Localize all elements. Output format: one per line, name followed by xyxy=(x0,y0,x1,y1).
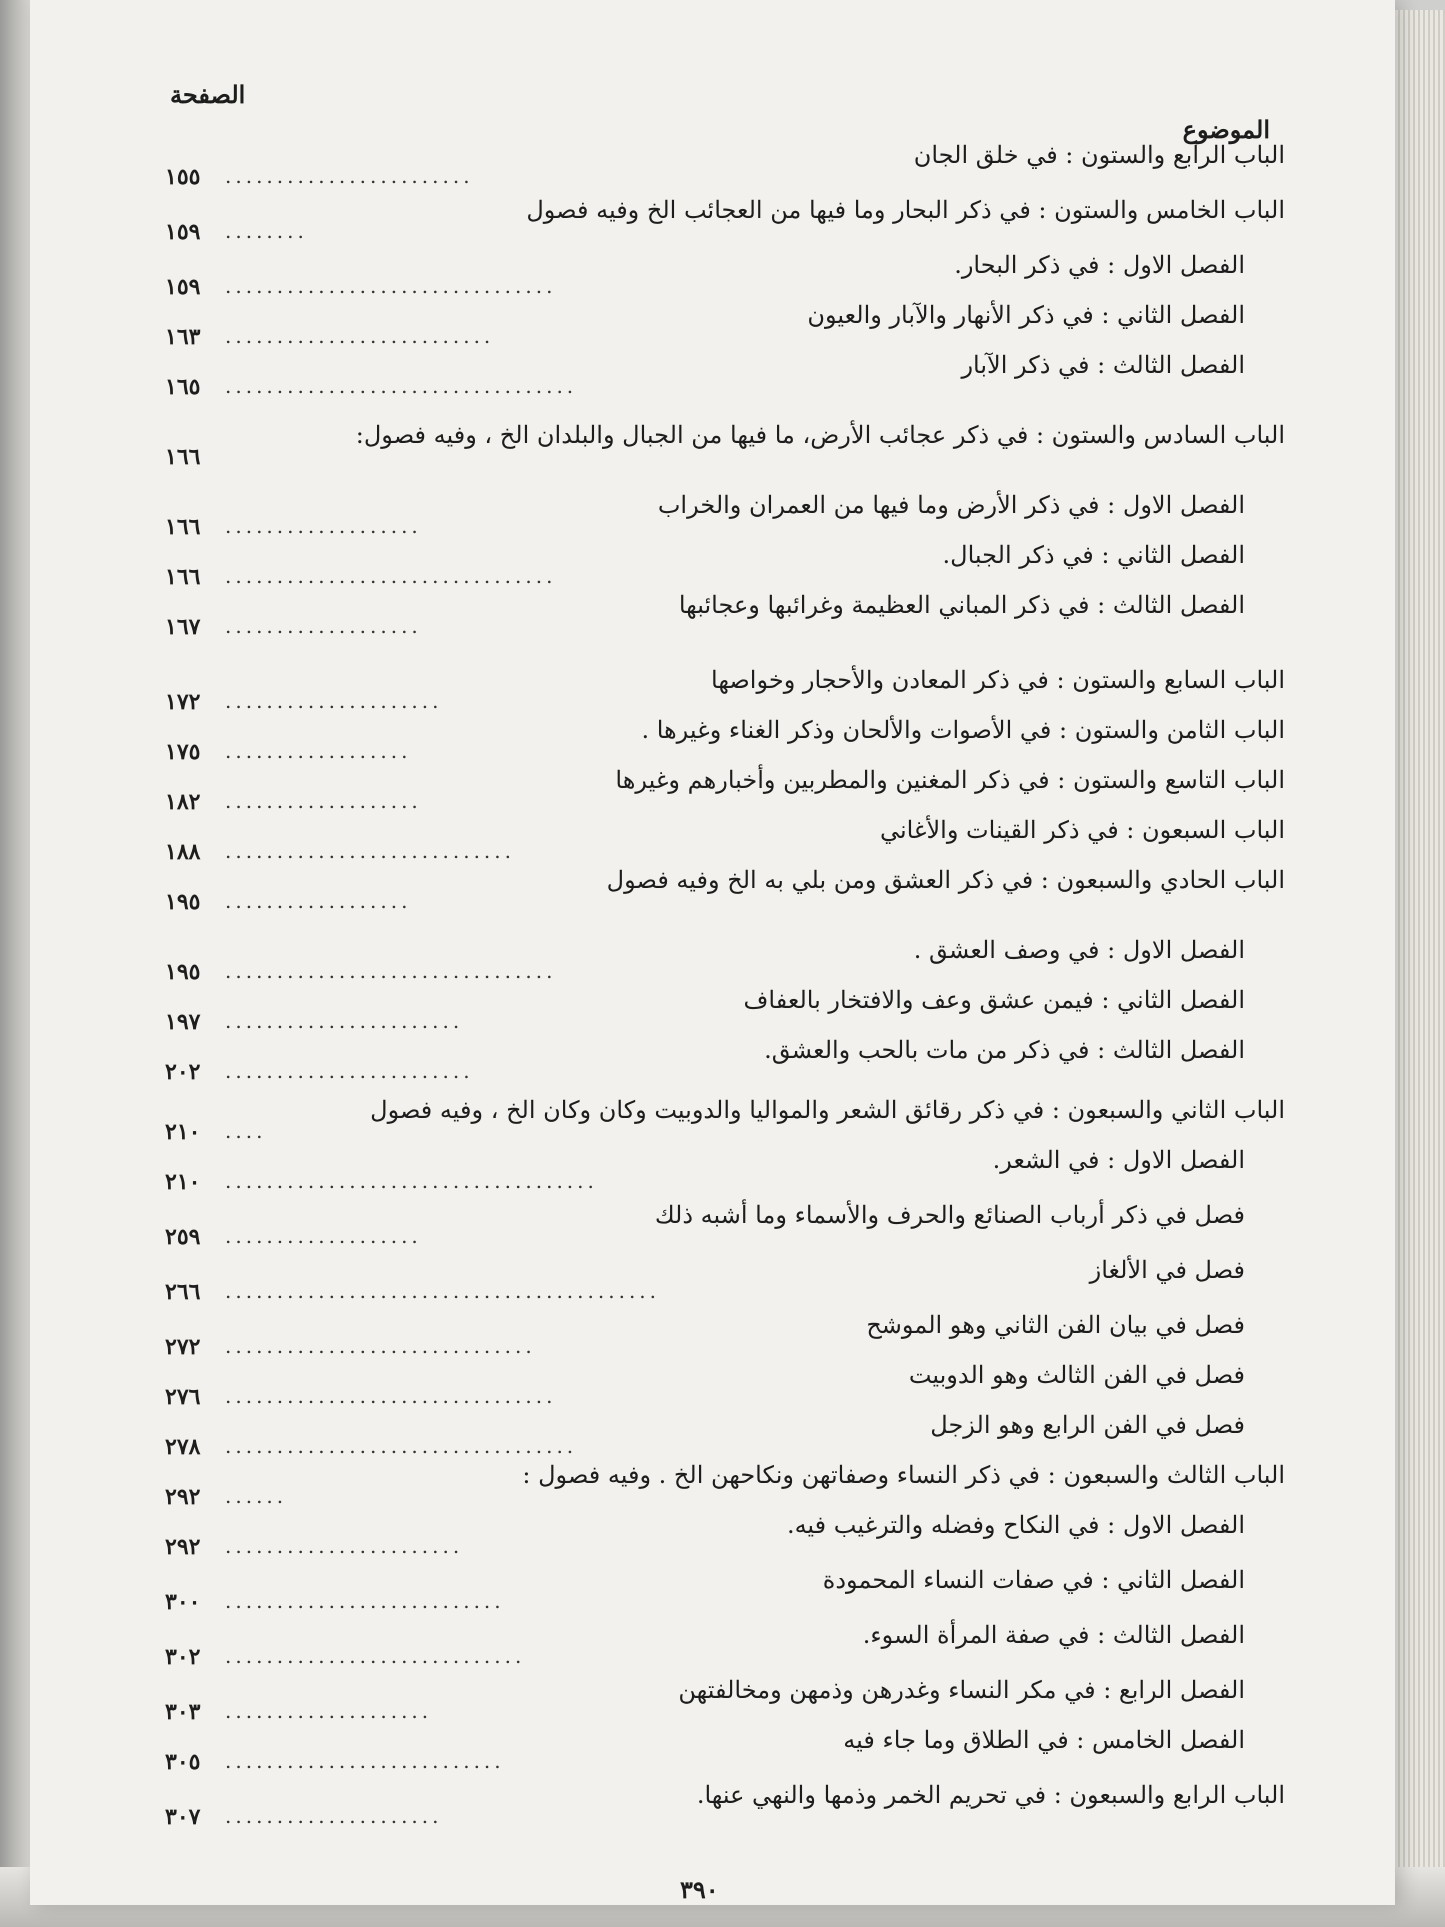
toc-entry xyxy=(165,865,1285,915)
toc-entry-title: الفصل الاول : في الشعر. xyxy=(992,1146,1245,1174)
toc-entry-page: ٢٧٢ xyxy=(165,1334,201,1360)
toc-entry xyxy=(165,715,1285,765)
page-column-header: الصفحة xyxy=(170,80,246,109)
toc-entry-title: الفصل الثالث : في ذكر الآبار xyxy=(961,351,1245,379)
toc-entry-title: الباب التاسع والستون : في ذكر المغنين والمطربين وأخبارهم وغيرها xyxy=(615,766,1285,794)
book-page xyxy=(30,0,1395,1905)
toc-entry xyxy=(165,1255,1285,1305)
toc-entry-leader: ...... xyxy=(225,1484,288,1508)
toc-entry-page: ٢٧٨ xyxy=(165,1434,201,1460)
toc-entry-leader: ..................... xyxy=(225,1804,443,1828)
toc-entry-page: ١٦٥ xyxy=(165,374,201,400)
toc-entry-leader: ................................ xyxy=(225,274,557,298)
toc-entry-page: ١٩٧ xyxy=(165,1009,201,1035)
toc-entry-page: ٢٩٢ xyxy=(165,1484,201,1510)
toc-entry-title: الفصل الاول : في ذكر البحار. xyxy=(954,251,1245,279)
toc-entry-page: ٢٦٦ xyxy=(165,1279,201,1305)
toc-entry-page: ٣٠٣ xyxy=(165,1699,201,1725)
toc-entry-leader: .......................................... xyxy=(225,1279,661,1303)
toc-entry-page: ٣٠٧ xyxy=(165,1804,201,1830)
toc-entry-title: الباب الحادي والسبعون : في ذكر العشق ومن بلي به الخ وفيه فصول xyxy=(606,866,1285,894)
page-stack-edge xyxy=(1395,10,1445,1900)
toc-entry-title: الباب الرابع والسبعون : في تحريم الخمر وذمها والنهي عنها. xyxy=(696,1781,1285,1809)
toc-entry-page: ١٩٥ xyxy=(165,889,201,915)
toc-entry-leader: .................. xyxy=(225,889,412,913)
toc-entry-page: ٣٠٥ xyxy=(165,1749,201,1775)
toc-entry xyxy=(165,250,1285,300)
toc-entry xyxy=(165,1095,1285,1145)
toc-entry-leader: ................... xyxy=(225,789,422,813)
toc-entry-title: فصل في الفن الرابع وهو الزجل xyxy=(930,1411,1245,1439)
toc-entry-page: ١٦٦ xyxy=(165,564,201,590)
toc-entry-leader: .................................. xyxy=(225,374,578,398)
toc-entry-leader: .................. xyxy=(225,739,412,763)
toc-entry-title: الفصل الخامس : في الطلاق وما جاء فيه xyxy=(843,1726,1245,1754)
toc-entry-leader: ............................. xyxy=(225,1644,526,1668)
toc-entry-page: ٢٩٢ xyxy=(165,1534,201,1560)
toc-entry-title: الفصل الثاني : في ذكر الأنهار والآبار والعيون xyxy=(807,301,1245,329)
toc-entry-leader: ............................ xyxy=(225,839,516,863)
toc-entry-title: فصل في الفن الثالث وهو الدوبيت xyxy=(908,1361,1245,1389)
toc-entry-page: ٢٧٦ xyxy=(165,1384,201,1410)
toc-entry-leader: .................................. xyxy=(225,1434,578,1458)
toc-entry-page: ٢٠٢ xyxy=(165,1059,201,1085)
toc-entry-title: الفصل الثالث : في صفة المرأة السوء. xyxy=(862,1621,1245,1649)
toc-entry xyxy=(165,1035,1285,1085)
toc-entry-title: الفصل الثالث : في ذكر من مات بالحب والعشق. xyxy=(764,1036,1245,1064)
toc-entry xyxy=(165,140,1285,190)
toc-entry xyxy=(165,540,1285,590)
toc-entry xyxy=(165,1675,1285,1725)
toc-entry-title: الفصل الاول : في النكاح وفضله والترغيب فيه. xyxy=(786,1511,1245,1539)
toc-entry-page: ١٥٩ xyxy=(165,219,201,245)
toc-entry xyxy=(165,590,1285,640)
table-of-contents xyxy=(30,0,1395,1905)
toc-entry xyxy=(165,1620,1285,1670)
toc-entry-title: الفصل الاول : في ذكر الأرض وما فيها من العمران والخراب xyxy=(657,491,1245,519)
toc-entry-page: ١٦٣ xyxy=(165,324,201,350)
topic-column-header: الموضوع xyxy=(1182,115,1270,144)
toc-entry xyxy=(165,195,1285,245)
toc-entry xyxy=(165,1200,1285,1250)
toc-entry-page: ١٦٧ xyxy=(165,614,201,640)
toc-entry-leader: .............................. xyxy=(225,1334,536,1358)
toc-entry xyxy=(165,985,1285,1035)
toc-entry-page: ١٨٨ xyxy=(165,839,201,865)
toc-entry-page: ٢٥٩ xyxy=(165,1224,201,1250)
toc-entry-leader: .................... xyxy=(225,1699,433,1723)
toc-entry xyxy=(165,1310,1285,1360)
toc-entry xyxy=(165,1565,1285,1615)
toc-entry-title: الباب الثاني والسبعون : في ذكر رقائق الشعر والمواليا والدوبيت وكان وكان الخ ، وفيه فصول xyxy=(370,1096,1285,1124)
toc-entry-page: ١٩٥ xyxy=(165,959,201,985)
toc-entry-page: ٢١٠ xyxy=(165,1119,201,1145)
toc-entry-page: ١٥٥ xyxy=(165,164,201,190)
toc-entry-leader: ........ xyxy=(225,219,308,243)
toc-entry-page: ١٥٩ xyxy=(165,274,201,300)
toc-entry-title: الباب الثامن والستون : في الأصوات والألحان وذكر الغناء وغيرها . xyxy=(641,716,1285,744)
toc-entry-leader: ................... xyxy=(225,614,422,638)
toc-entry-title: الفصل الثاني : في ذكر الجبال. xyxy=(942,541,1245,569)
toc-entry xyxy=(165,765,1285,815)
page-number: ٣٩٠ xyxy=(680,1875,719,1904)
toc-entry-leader: ................................ xyxy=(225,1384,557,1408)
toc-entry xyxy=(165,1360,1285,1410)
toc-entry-title: الباب الرابع والستون : في خلق الجان xyxy=(913,141,1285,169)
toc-entry-title: الباب السادس والستون : في ذكر عجائب الأرض، ما فيها من الجبال والبلدان الخ ، وفيه فصول: xyxy=(355,421,1285,449)
toc-entry-leader: ........................... xyxy=(225,1589,505,1613)
toc-entry-title: الباب الخامس والستون : في ذكر البحار وما فيها من العجائب الخ وفيه فصول xyxy=(526,196,1285,224)
toc-entry-title: الباب السبعون : في ذكر القينات والأغاني xyxy=(879,816,1285,844)
toc-entry-leader: ..................... xyxy=(225,689,443,713)
toc-entry xyxy=(165,420,1285,470)
toc-entry-page: ١٧٥ xyxy=(165,739,201,765)
toc-entry-title: الفصل الثاني : في صفات النساء المحمودة xyxy=(822,1566,1245,1594)
toc-entry-page: ٣٠٠ xyxy=(165,1589,201,1615)
toc-entry-title: الفصل الاول : في وصف العشق . xyxy=(913,936,1245,964)
toc-entry-page: ١٦٦ xyxy=(165,444,201,470)
toc-entry xyxy=(165,1780,1285,1830)
toc-entry xyxy=(165,350,1285,400)
toc-entry-leader: ........................ xyxy=(225,164,474,188)
toc-entry-title: الفصل الثالث : في ذكر المباني العظيمة وغرائبها وعجائبها xyxy=(678,591,1245,619)
toc-entry-leader: ................................ xyxy=(225,959,557,983)
toc-entry-page: ١٦٦ xyxy=(165,514,201,540)
toc-entry-page: ٢١٠ xyxy=(165,1169,201,1195)
toc-entry-leader: ................... xyxy=(225,514,422,538)
toc-entry-leader: ....................... xyxy=(225,1009,464,1033)
toc-entry-page: ٣٠٢ xyxy=(165,1644,201,1670)
toc-entry-leader: ................... xyxy=(225,1224,422,1248)
toc-entry xyxy=(165,935,1285,985)
toc-entry-leader: ........................... xyxy=(225,1749,505,1773)
toc-entry-leader: .......................... xyxy=(225,324,495,348)
toc-entry xyxy=(165,300,1285,350)
toc-entry-title: الفصل الثاني : فيمن عشق وعف والافتخار بالعفاف xyxy=(743,986,1245,1014)
toc-entry-page: ١٧٢ xyxy=(165,689,201,715)
toc-entry-title: الفصل الرابع : في مكر النساء وغدرهن وذمهن ومخالفتهن xyxy=(678,1676,1245,1704)
toc-entry-leader: ................................ xyxy=(225,564,557,588)
toc-entry-title: فصل في ذكر أرباب الصنائع والحرف والأسماء وما أشبه ذلك xyxy=(654,1201,1245,1229)
toc-entry xyxy=(165,1145,1285,1195)
toc-entry xyxy=(165,665,1285,715)
toc-entry-title: الباب الثالث والسبعون : في ذكر النساء وصفاتهن ونكاحهن الخ . وفيه فصول : xyxy=(522,1461,1285,1489)
book-binding-edge xyxy=(0,0,30,1927)
toc-entry-page: ١٨٢ xyxy=(165,789,201,815)
toc-entry-leader: .... xyxy=(225,1119,267,1143)
toc-entry-title: الباب السابع والستون : في ذكر المعادن والأحجار وخواصها xyxy=(711,666,1285,694)
toc-entry xyxy=(165,1410,1285,1460)
toc-entry xyxy=(165,1725,1285,1775)
toc-entry xyxy=(165,1460,1285,1510)
toc-entry-leader: ........................ xyxy=(225,1059,474,1083)
toc-entry-leader: ....................... xyxy=(225,1534,464,1558)
toc-entry-title: فصل في بيان الفن الثاني وهو الموشح xyxy=(866,1311,1245,1339)
toc-entry xyxy=(165,490,1285,540)
toc-entry xyxy=(165,815,1285,865)
toc-entry-leader: .................................... xyxy=(225,1169,598,1193)
toc-entry xyxy=(165,1510,1285,1560)
toc-entry-title: فصل في الألغاز xyxy=(1089,1256,1245,1284)
